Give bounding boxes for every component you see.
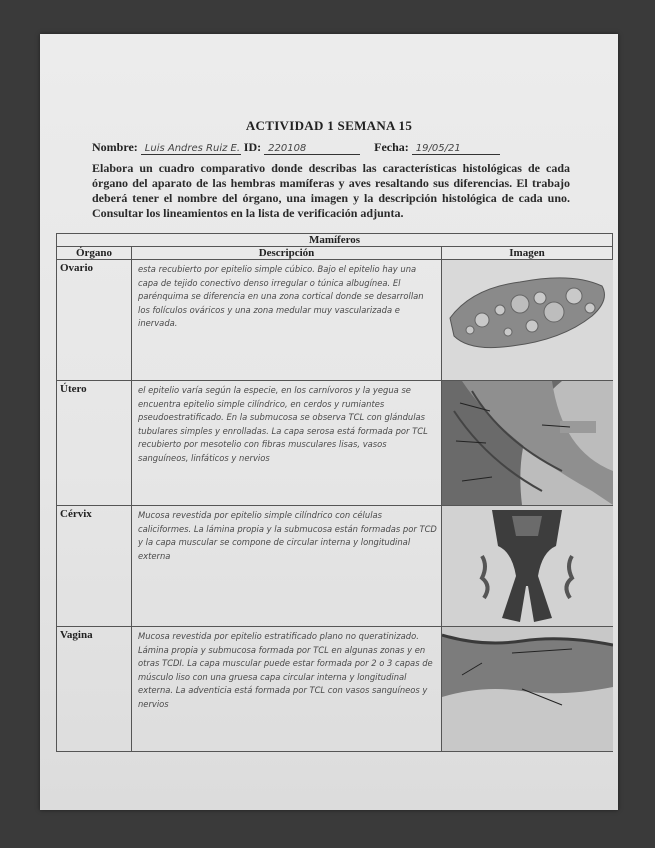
organ-description: el epitelio varía según la especie, en los carnívoros y la yegua se encuentra epitelio simple cilíndrico, en cerdos y rumiantes pseudoestratificado. En la submucosa se observa TCL con glándulas tubulares simples y enrolladas. La capa serosa está formada por TCL recubierto por mesotelio con fibras musculares lisas, vasos sanguíneos, linfáticos y nervios	[132, 381, 442, 506]
cervix-histology-image	[442, 506, 613, 627]
student-info-line	[92, 140, 572, 155]
worksheet-page	[40, 34, 618, 810]
table-row	[57, 381, 613, 506]
table-row	[57, 260, 613, 381]
id-label: ID:	[243, 140, 262, 154]
organ-name: Cérvix	[57, 506, 132, 627]
document-title: ACTIVIDAD 1 SEMANA 15	[245, 118, 413, 133]
table-row	[57, 627, 613, 752]
fecha-label: Fecha:	[374, 140, 409, 154]
column-header-image: Imagen	[442, 247, 613, 260]
uterus-histology-image	[442, 381, 613, 506]
group-header: Mamíferos	[57, 234, 613, 247]
table-row	[57, 506, 613, 627]
nombre-value: Luis Andres Ruiz E.	[141, 143, 241, 155]
column-header-organ: Órgano	[57, 247, 132, 260]
ovary-histology-image	[442, 260, 613, 381]
organ-description: Mucosa revestida por epitelio estratificado plano no queratinizado. Lámina propia y submucosa formada por TCL en algunas zonas y en otras TCDI. La capa muscular puede estar formada por 2 o 3 capas de músculo liso con una gruesa capa circular interna y longitudinal externa. La adventicia está formada por TCL con vasos sanguíneos y nervios	[132, 627, 442, 752]
organ-description: esta recubierto por epitelio simple cúbico. Bajo el epitelio hay una capa de tejido conectivo denso irregular o túnica albugínea. El parénquima se diferencia en una zona cortical donde se desarrollan los folículos ováricos y una zona medular muy vascularizada e inervada.	[132, 260, 442, 381]
instructions-paragraph: Elabora un cuadro comparativo donde describas las características histológicas de cada órgano del aparato de las hembras mamíferas y aves resaltando sus diferencias. El trabajo deberá tener el nombre del órgano, una imagen y la descripción histológica de cada uno. Consultar los lineamientos en la lista de verificación adjunta.	[92, 161, 570, 220]
organ-name: Vagina	[57, 627, 132, 752]
vagina-histology-image	[442, 627, 613, 752]
organ-name: Útero	[57, 381, 132, 506]
comparison-table	[56, 233, 613, 752]
organ-name: Ovario	[57, 260, 132, 381]
nombre-label: Nombre:	[92, 140, 138, 154]
column-header-description: Descripción	[132, 247, 442, 260]
organ-description: Mucosa revestida por epitelio simple cilíndrico con células caliciformes. La lámina propia y la submucosa están formadas por TCD y la capa muscular se compone de circular interna y longitudinal externa	[132, 506, 442, 627]
id-value: 220108	[264, 143, 360, 155]
fecha-value: 19/05/21	[412, 143, 500, 155]
